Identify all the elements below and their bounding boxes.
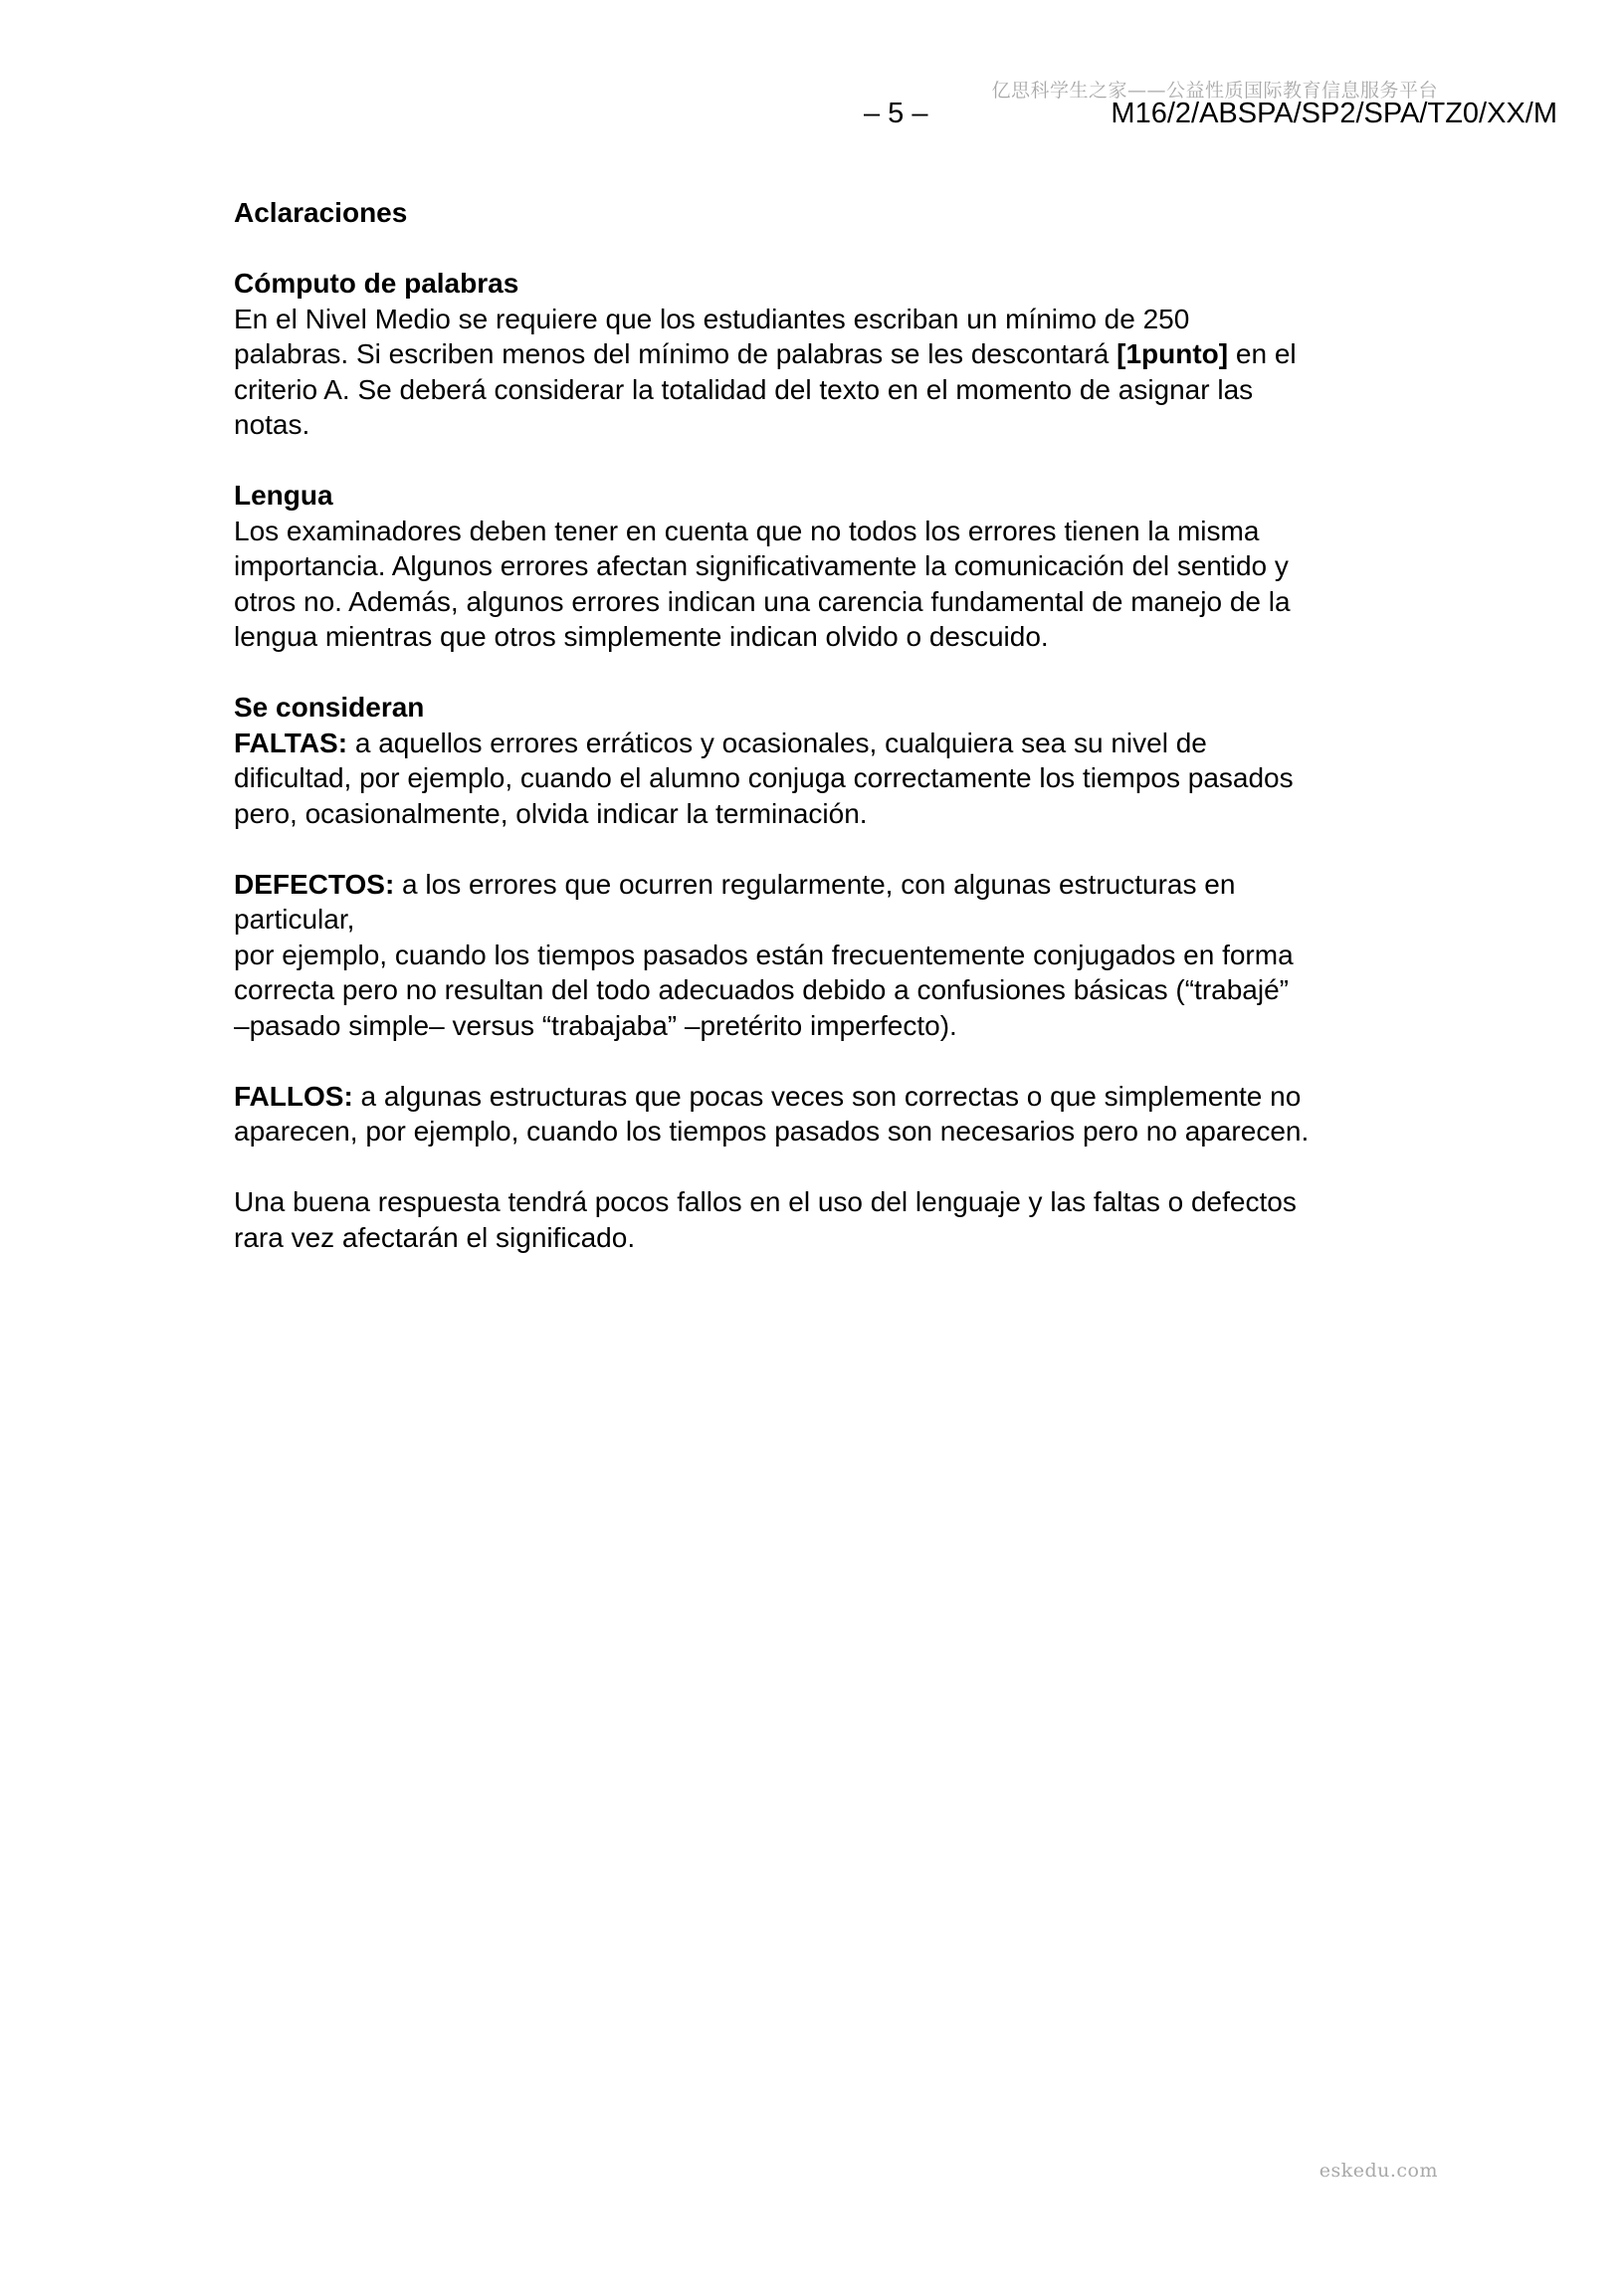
computo-heading: Cómputo de palabras bbox=[234, 268, 519, 299]
defectos-line: correcta pero no resultan del todo adecuados debido a confusiones básicas (“trabajé” bbox=[234, 974, 1289, 1005]
document-code: M16/2/ABSPA/SP2/SPA/TZ0/XX/M bbox=[1111, 98, 1557, 129]
defectos-line: particular, bbox=[234, 904, 355, 935]
defectos-text: a los errores que ocurren regularmente, con algunas estructuras en bbox=[394, 868, 1236, 900]
header-watermark: 亿思科学生之家——公益性质国际教育信息服务平台 bbox=[991, 80, 1438, 102]
computo-text: palabras. Si escriben menos del mínimo de palabras se les descontará bbox=[234, 338, 1117, 369]
faltas-line: pero, ocasionalmente, olvida indicar la terminación. bbox=[234, 797, 868, 829]
lengua-line: Los examinadores deben tener en cuenta que no todos los errores tienen la misma bbox=[234, 515, 1260, 546]
lengua-line: importancia. Algunos errores afectan significativamente la comunicación del sentido y bbox=[234, 550, 1289, 581]
faltas-label: FALTAS: bbox=[234, 727, 348, 758]
computo-section bbox=[234, 266, 1428, 443]
section-title: Aclaraciones bbox=[234, 197, 408, 228]
defectos-line bbox=[234, 867, 1428, 903]
page-content bbox=[234, 195, 1428, 1255]
fallos-line: aparecen, por ejemplo, cuando los tiempos pasados son necesarios pero no aparecen. bbox=[234, 1116, 1310, 1147]
defectos-line: –pasado simple– versus “trabajaba” –pretérito imperfecto). bbox=[234, 1009, 957, 1041]
faltas-text: a aquellos errores erráticos y ocasionales, cualquiera sea su nivel de bbox=[347, 727, 1207, 758]
fallos-line bbox=[234, 1079, 1428, 1115]
footer-watermark: eskedu.com bbox=[1319, 2160, 1438, 2182]
consideran-heading: Se consideran bbox=[234, 692, 425, 723]
closing-line: rara vez afectarán el significado. bbox=[234, 1221, 636, 1253]
closing-line: Una buena respuesta tendrá pocos fallos en el uso del lenguaje y las faltas o defectos bbox=[234, 1186, 1297, 1217]
defectos-line: por ejemplo, cuando los tiempos pasados están frecuentemente conjugados en forma bbox=[234, 939, 1294, 970]
computo-line: En el Nivel Medio se requiere que los estudiantes escriban un mínimo de 250 bbox=[234, 303, 1190, 334]
fallos-label: FALLOS: bbox=[234, 1080, 353, 1112]
fallos-text: a algunas estructuras que pocas veces son correctas o que simplemente no bbox=[352, 1080, 1302, 1112]
page-number: – 5 – bbox=[864, 98, 928, 129]
penalty-badge: [1punto] bbox=[1116, 338, 1229, 369]
faltas-line: dificultad, por ejemplo, cuando el alumno conjuga correctamente los tiempos pasados bbox=[234, 762, 1294, 793]
lengua-heading: Lengua bbox=[234, 480, 333, 511]
consideran-section bbox=[234, 690, 1428, 1255]
computo-line: criterio A. Se deberá considerar la totalidad del texto en el momento de asignar las bbox=[234, 373, 1254, 405]
lengua-section bbox=[234, 478, 1428, 655]
computo-text: en el bbox=[1228, 338, 1297, 369]
lengua-line: otros no. Además, algunos errores indican una carencia fundamental de manejo de la bbox=[234, 585, 1291, 617]
computo-line: notas. bbox=[234, 409, 310, 440]
defectos-label: DEFECTOS: bbox=[234, 868, 395, 900]
lengua-line: lengua mientras que otros simplemente indican olvido o descuido. bbox=[234, 621, 1049, 652]
computo-line bbox=[234, 336, 1428, 372]
faltas-line bbox=[234, 726, 1428, 761]
